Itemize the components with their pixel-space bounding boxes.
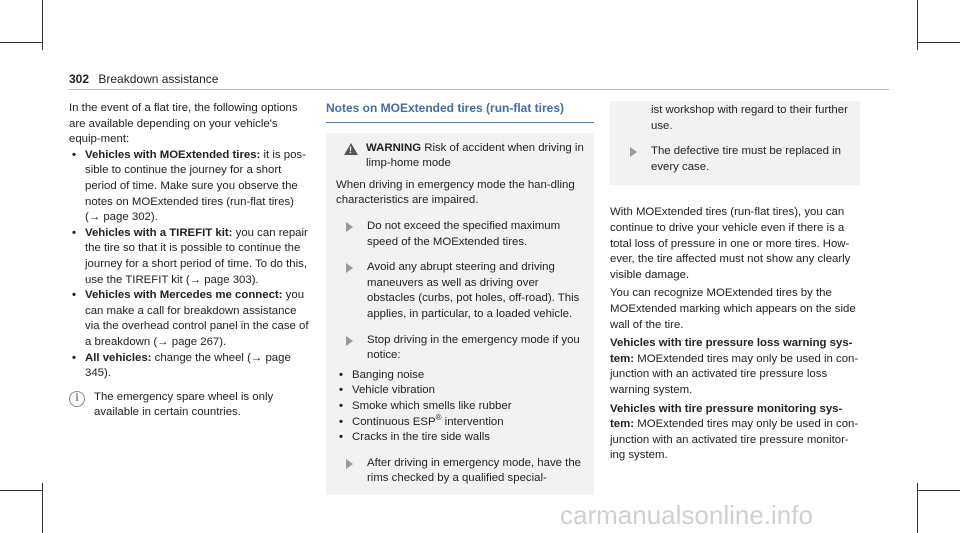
step-arrow-icon <box>630 147 637 157</box>
warning-header <box>336 141 584 172</box>
step-arrow-icon <box>346 459 353 469</box>
info-icon: i <box>69 391 85 407</box>
step-text: After driving in emergency mode, have the rims checked by a qualified special- <box>367 456 582 485</box>
step-text: Do not exceed the specified maximum speed of the MOExtended tires. <box>367 219 561 248</box>
step-text: The defective tire must be replaced in every case. <box>651 145 841 173</box>
list-item <box>69 148 309 226</box>
item-label: Vehicles with a TIREFIT kit: <box>85 226 233 239</box>
step-text: Stop driving in the emergency mode if you notice: <box>367 333 580 362</box>
crop-mark <box>42 0 43 50</box>
list-item: • Cracks in the tire side walls <box>336 430 584 446</box>
page-number: 302 <box>69 72 90 86</box>
crop-mark <box>917 42 960 43</box>
crop-mark <box>0 42 42 43</box>
continued-text: ist workshop with regard to their further use. <box>651 104 848 132</box>
warning-text: Risk of accident when driving in limp-home mode <box>366 141 584 170</box>
paragraph-text: MOExtended tires may only be used in con-junction with an activated tire pressure loss warning system. <box>610 352 859 396</box>
item-text[interactable]: you can make a call for breakdown assistance via the overhead control panel in the case of a breakdown (→ page 267). <box>85 289 309 348</box>
step-text: Avoid any abrupt steering and driving maneuvers as well as driving over obstacles (curbs, pot holes, off-road). This applies, in particular, to a loaded vehicle. <box>367 261 580 320</box>
step-arrow-icon <box>346 263 353 273</box>
warning-box <box>326 133 594 495</box>
list-item: • Banging noise <box>336 368 584 384</box>
step <box>336 250 584 322</box>
item-text[interactable]: it is pos-sible to continue the journey for a short period of time. Make sure you observe the notes on MOExtended tires (run-flat tires) (→ page 302). <box>85 148 306 224</box>
list-item: • Smoke which smells like rubber <box>336 399 584 415</box>
crop-mark <box>42 483 43 533</box>
list-item <box>69 351 309 382</box>
warning-description: When driving in emergency mode the han-dling characteristics are impaired. <box>336 178 575 207</box>
paragraph <box>610 336 860 398</box>
step <box>336 323 584 364</box>
step-arrow-icon <box>346 336 353 346</box>
step <box>620 134 850 175</box>
page-header <box>69 72 218 88</box>
step <box>336 446 584 487</box>
column-1 <box>69 101 309 421</box>
paragraph <box>610 402 860 464</box>
warning-icon: ! <box>344 143 358 155</box>
symptom-text: Continuous ESP <box>352 415 436 428</box>
item-label: Vehicles with Mercedes me connect: <box>85 289 283 302</box>
symptom-text: intervention <box>441 415 504 428</box>
item-text[interactable]: you can repair the tire so that it is possible to continue the journey for a short period of time. To do this, use the TIREFIT kit (→ page 303). <box>85 226 308 286</box>
options-list <box>69 148 309 382</box>
warning-label: WARNING <box>366 141 422 154</box>
warning-continuation <box>610 101 860 185</box>
item-text[interactable]: change the wheel (→ page 345). <box>85 351 291 380</box>
info-note <box>69 390 309 421</box>
column-2 <box>326 101 594 495</box>
section-title: Breakdown assistance <box>98 72 219 86</box>
note-text: The emergency spare wheel is only available in certain countries. <box>94 390 274 419</box>
paragraph-label: Vehicles with tire pressure loss warning sys-tem: <box>610 337 853 365</box>
paragraph-label: Vehicles with tire pressure monitoring sys-tem: <box>610 402 843 431</box>
step-arrow-icon <box>346 222 353 232</box>
paragraph: You can recognize MOExtended tires by the MOExtended marking which appears on the side wall of the tire. <box>610 287 856 331</box>
header-rule <box>69 89 889 90</box>
intro-text: In the event of a flat tire, the following options are available depending on your vehicle's equip-ment: <box>69 102 298 146</box>
column-3 <box>610 101 860 464</box>
list-item <box>336 412 584 431</box>
paragraph-text: MOExtended tires may only be used in con-junction with an activated tire pressure monitor-ing system. <box>610 418 859 462</box>
symptoms-list <box>336 368 584 446</box>
registered-mark: ® <box>435 412 442 422</box>
watermark: carmanualsonline.info <box>560 500 813 530</box>
step <box>336 209 584 250</box>
paragraph: With MOExtended tires (run-flat tires), you can continue to drive your vehicle even if there is a total loss of pressure in one or more tires. How-ever, the tire affected must not show any clearly visible damage. <box>610 206 851 281</box>
list-item <box>69 288 309 350</box>
crop-mark <box>0 490 42 491</box>
list-item: • Vehicle vibration <box>336 383 584 399</box>
item-label: Vehicles with MOExtended tires: <box>85 148 261 161</box>
section-heading: Notes on MOExtended tires (run-flat tires) <box>326 101 594 123</box>
crop-mark <box>917 490 960 491</box>
item-label: All vehicles: <box>85 351 152 364</box>
list-item <box>69 226 309 288</box>
